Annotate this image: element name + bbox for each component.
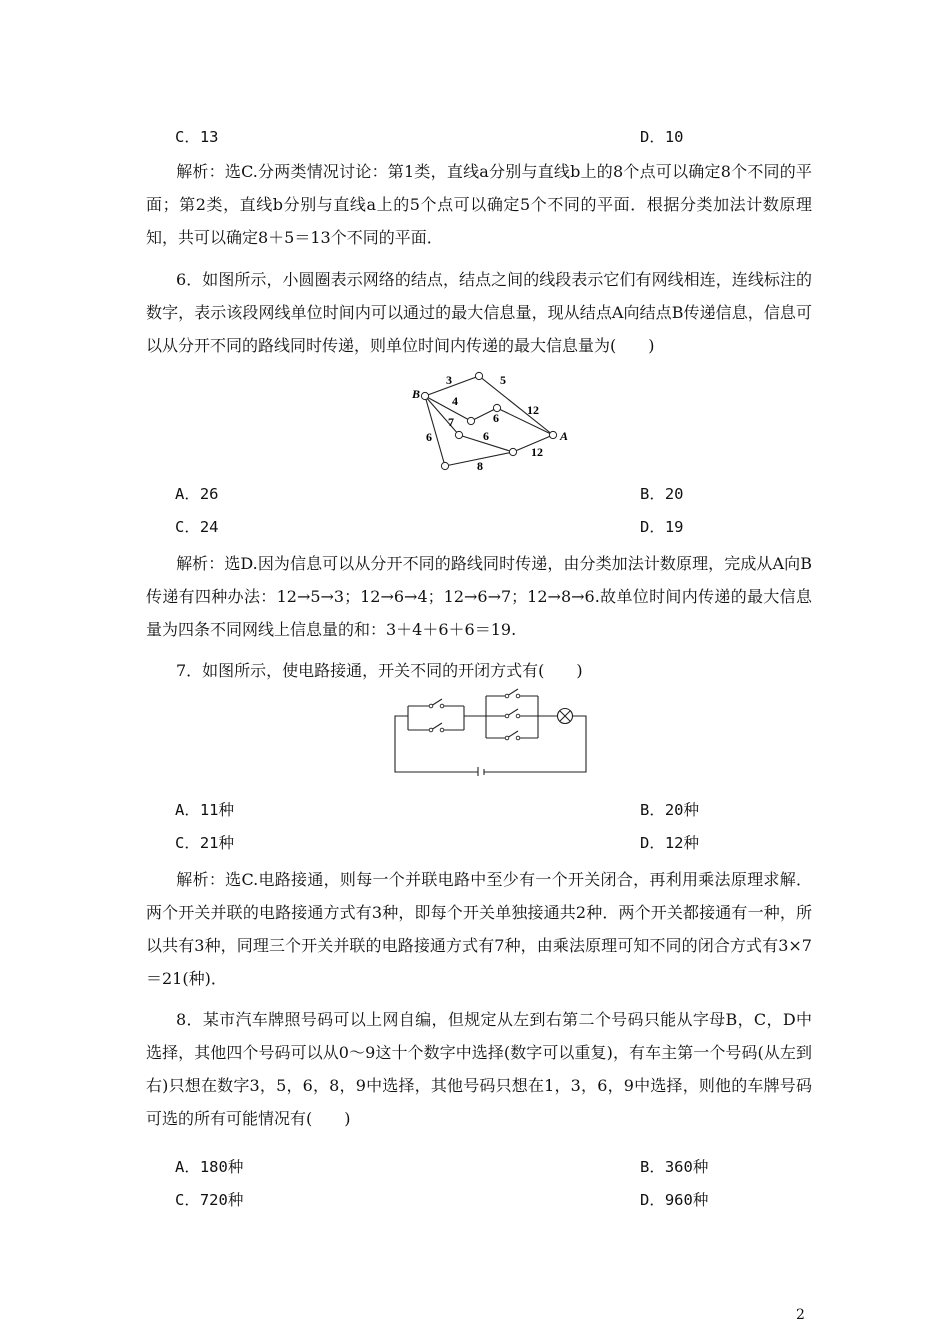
q8-option-b: B．360种 <box>640 1158 709 1176</box>
q7-option-c: C．21种 <box>175 834 234 852</box>
node-b-label: B <box>412 387 421 401</box>
node-bottom-left-circle <box>441 462 448 469</box>
q7-stem-text: 7．如图所示，使电路接通，开关不同的开闭方式有( ) <box>176 661 583 680</box>
edge-label-6-middle: 6 <box>483 429 489 443</box>
q6-solution-text: 解析：选D.因为信息可以从分开不同的路线同时传递，由分类加法计数原理，完成从A向B传递有四种办法：12→5→3；12→6→4；12→6→7；12→8→6.故单位时间内传递的最大信息量为四条不同网线上信息量的和：3＋4＋6＋6＝19. <box>146 554 812 639</box>
q7-option-a: A．11种 <box>175 801 234 819</box>
q6-option-c: C．24 <box>175 518 219 536</box>
q6-solution <box>146 547 812 646</box>
node-mid-left-circle <box>467 417 474 424</box>
edge-label-12-upper: 12 <box>527 403 539 417</box>
node-a-label: A <box>560 429 569 443</box>
edge-label-5: 5 <box>500 373 506 387</box>
q6-option-d: D．19 <box>640 518 684 536</box>
edge-label-8: 8 <box>477 459 483 473</box>
q7-solution-text: 解析：选C.电路接通，则每一个并联电路中至少有一个开关闭合，再利用乘法原理求解．两个开关并联的电路接通方式有3种，即每个开关单独接通共2种．两个开关都接通有一种，所以共有3种，同理三个开关并联的电路接通方式有7种，由乘法原理可知不同的闭合方式有3×7＝21(种)． <box>146 870 812 988</box>
q5-option-d: D．10 <box>640 128 684 146</box>
q6-option-b: B．20 <box>640 485 684 503</box>
network-diagram <box>405 368 585 474</box>
q6-stem <box>146 263 812 362</box>
node-top-circle <box>475 372 482 379</box>
q5-solution <box>146 155 812 254</box>
edge-label-6-left: 6 <box>426 430 432 444</box>
edge-label-3: 3 <box>446 373 452 387</box>
q7-option-b: B．20种 <box>640 801 699 819</box>
edge-label-6-upper: 6 <box>493 411 499 425</box>
q8-option-c: C．720种 <box>175 1191 244 1209</box>
q7-stem <box>146 654 812 687</box>
q5-solution-text: 解析：选C.分两类情况讨论：第1类，直线a分别与直线b上的8个点可以确定8个不同的平面；第2类，直线b分别与直线a上的5个点可以确定5个不同的平面．根据分类加法计数原理知，共可以确定8＋5＝13个不同的平面． <box>146 162 812 247</box>
q8-stem <box>146 1003 812 1135</box>
q5-option-c: C．13 <box>175 128 219 146</box>
node-bottom-right-circle <box>509 448 516 455</box>
q8-option-d: D．960种 <box>640 1191 709 1209</box>
edge-label-7: 7 <box>448 415 454 429</box>
q8-option-a: A．180种 <box>175 1158 244 1176</box>
node-lower-circle <box>455 431 462 438</box>
edge-label-12-lower: 12 <box>531 445 543 459</box>
node-a-circle <box>549 431 556 438</box>
q7-solution <box>146 863 812 995</box>
node-b-circle <box>421 392 428 399</box>
q7-option-d: D．12种 <box>640 834 699 852</box>
q8-stem-text: 8．某市汽车牌照号码可以上网自编，但规定从左到右第二个号码只能从字母B，C，D中选择，其他四个号码可以从0～9这十个数字中选择(数字可以重复)，有车主第一个号码(从左到右)只想在数字3，5，6，8，9中选择，其他号码只想在1，3，6，9中选择，则他的车牌号码可选的所有可能情况有( ) <box>146 1010 812 1128</box>
q6-option-a: A．26 <box>175 485 219 503</box>
edge-label-4: 4 <box>452 394 458 408</box>
circuit-diagram <box>390 688 590 776</box>
q6-stem-text: 6．如图所示，小圆圈表示网络的结点，结点之间的线段表示它们有网线相连，连线标注的数字，表示该段网线单位时间内可以通过的最大信息量，现从结点A向结点B传递信息，信息可以从分开不同的路线同时传递，则单位时间内传递的最大信息量为( ) <box>146 270 812 355</box>
page-number: 2 <box>796 1307 805 1323</box>
